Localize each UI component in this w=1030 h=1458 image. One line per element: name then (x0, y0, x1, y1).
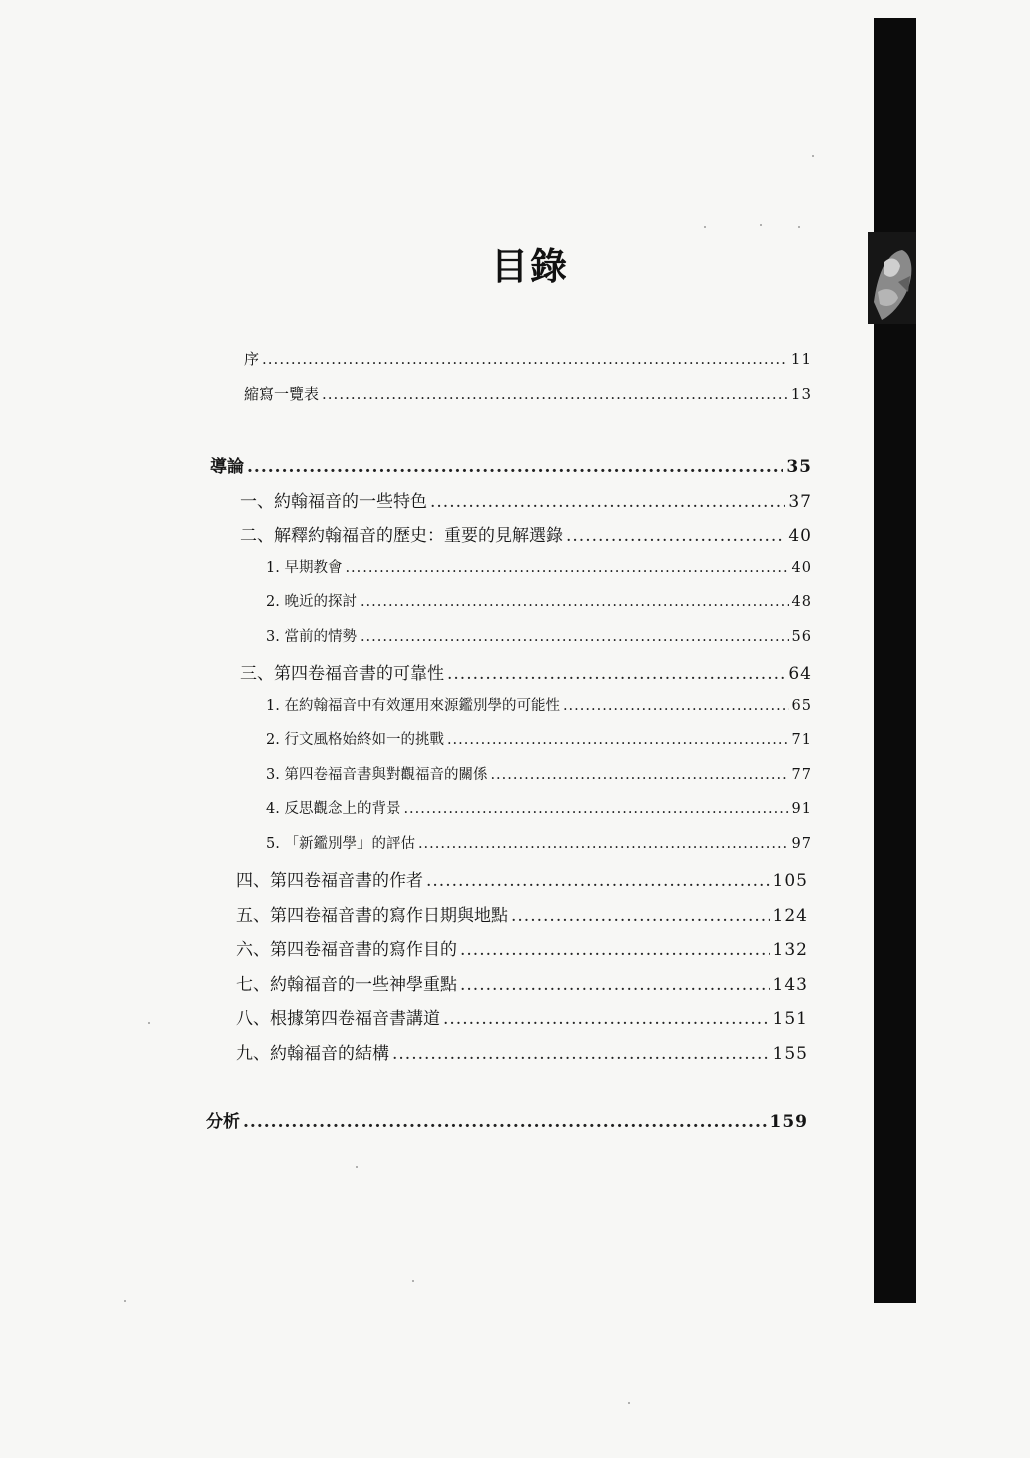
toc-entry-label: 2. 行文風格始終如一的挑戰 (266, 732, 444, 748)
toc-entry-label: 1. 早期教會 (266, 560, 343, 576)
toc-entry-label: 九、約翰福音的結構 (236, 1044, 389, 1064)
toc-dot-leader (443, 1009, 770, 1029)
toc-dot-leader (243, 1112, 767, 1132)
toc-entry (236, 1039, 808, 1064)
toc-entry-label: 三、第四卷福音書的可靠性 (240, 664, 444, 684)
toc-entry-page: 77 (791, 767, 812, 783)
toc-entry-label: 3. 當前的情勢 (266, 629, 357, 645)
toc-entry-page: 91 (791, 801, 812, 817)
toc-entry-page: 97 (791, 836, 812, 852)
toc-entry-label: 一、約翰福音的一些特色 (240, 492, 427, 512)
toc-dot-leader (418, 836, 789, 852)
toc-dot-leader (392, 1044, 770, 1064)
toc-entry-page: 65 (791, 698, 812, 714)
toc-entry-label: 縮寫一覽表 (244, 385, 320, 403)
toc-entry-label: 分析 (206, 1112, 240, 1132)
toc-entry-page: 159 (769, 1112, 808, 1132)
toc-entry (210, 452, 812, 477)
toc-entry-label: 五、第四卷福音書的寫作日期與地點 (236, 906, 508, 926)
toc-dot-leader (345, 560, 788, 576)
toc-entry (236, 935, 808, 960)
toc-entry-page: 37 (788, 492, 812, 512)
toc-entry-page: 105 (772, 871, 808, 891)
toc-entry (206, 1107, 808, 1132)
toc-dot-leader (460, 940, 770, 960)
toc-dot-leader (447, 732, 789, 748)
toc-entry-page: 56 (791, 629, 812, 645)
toc-entry (266, 832, 812, 853)
toc-entry-label: 六、第四卷福音書的寫作目的 (236, 940, 457, 960)
toc-entry-page: 124 (772, 906, 808, 926)
toc-entry-page: 40 (791, 560, 812, 576)
scan-speck (628, 1402, 630, 1404)
toc-dot-leader (460, 975, 770, 995)
toc-entry (266, 797, 812, 818)
toc-entry-page: 151 (772, 1009, 808, 1029)
toc-entry-label: 八、根據第四卷福音書講道 (236, 1009, 440, 1029)
toc-entry (236, 1004, 808, 1029)
toc-entry-page: 48 (791, 594, 812, 610)
toc-entry-label: 四、第四卷福音書的作者 (236, 871, 423, 891)
toc-dot-leader (511, 906, 770, 926)
toc-entry (244, 348, 812, 369)
toc-entry-page: 11 (790, 350, 812, 368)
toc-dot-leader (360, 594, 789, 610)
toc-entry-page: 40 (788, 526, 812, 546)
toc-entry (240, 487, 812, 512)
toc-entry-label: 序 (244, 350, 260, 368)
toc-entry (266, 590, 812, 611)
toc-dot-leader (447, 664, 785, 684)
toc-entry-label: 導論 (210, 457, 244, 477)
toc-entry-label: 3. 第四卷福音書與對觀福音的關係 (266, 767, 488, 783)
toc-dot-leader (262, 350, 788, 368)
toc-entry-page: 71 (791, 732, 812, 748)
toc-entry (236, 901, 808, 926)
toc-dot-leader (360, 629, 789, 645)
scan-speck (124, 1300, 126, 1302)
page-title: 目錄 (491, 245, 569, 288)
toc-entry (266, 556, 812, 577)
scan-speck (148, 1022, 150, 1024)
toc-entry (236, 866, 808, 891)
scan-speck (704, 226, 706, 228)
toc-entry-label: 七、約翰福音的一些神學重點 (236, 975, 457, 995)
scan-speck (812, 155, 814, 157)
scan-speck (798, 226, 800, 228)
toc-dot-leader (322, 385, 788, 403)
toc-entry-page: 155 (772, 1044, 808, 1064)
scan-speck (760, 224, 762, 226)
toc-entry-page: 13 (790, 385, 812, 403)
scan-speck (412, 1280, 414, 1282)
toc-entry (266, 625, 812, 646)
toc-dot-leader (566, 526, 785, 546)
toc-dot-leader (563, 698, 789, 714)
toc-entry (240, 521, 812, 546)
toc-entry (236, 970, 808, 995)
scan-speck (356, 1166, 358, 1168)
toc-entry (240, 659, 812, 684)
toc-entry-page: 132 (772, 940, 808, 960)
toc-entry-page: 143 (772, 975, 808, 995)
toc-dot-leader (490, 767, 788, 783)
toc-entry (266, 728, 812, 749)
toc-entry-label: 4. 反思觀念上的背景 (266, 801, 401, 817)
toc-dot-leader (430, 492, 785, 512)
toc-entry (266, 694, 812, 715)
toc-dot-leader (403, 801, 788, 817)
toc-entry-label: 5. 「新鑑別學」的評估 (266, 836, 415, 852)
toc-dot-leader (426, 871, 770, 891)
toc-entry (266, 763, 812, 784)
toc-entry-label: 2. 晚近的探討 (266, 594, 357, 610)
toc-entry-label: 1. 在約翰福音中有效運用來源鑑別學的可能性 (266, 698, 560, 714)
toc-dot-leader (247, 457, 783, 477)
toc-entry-label: 二、解釋約翰福音的歷史：重要的見解選錄 (240, 526, 563, 546)
toc-entry (244, 383, 812, 404)
toc-entry-page: 35 (786, 457, 812, 477)
toc-entry-page: 64 (788, 664, 812, 684)
